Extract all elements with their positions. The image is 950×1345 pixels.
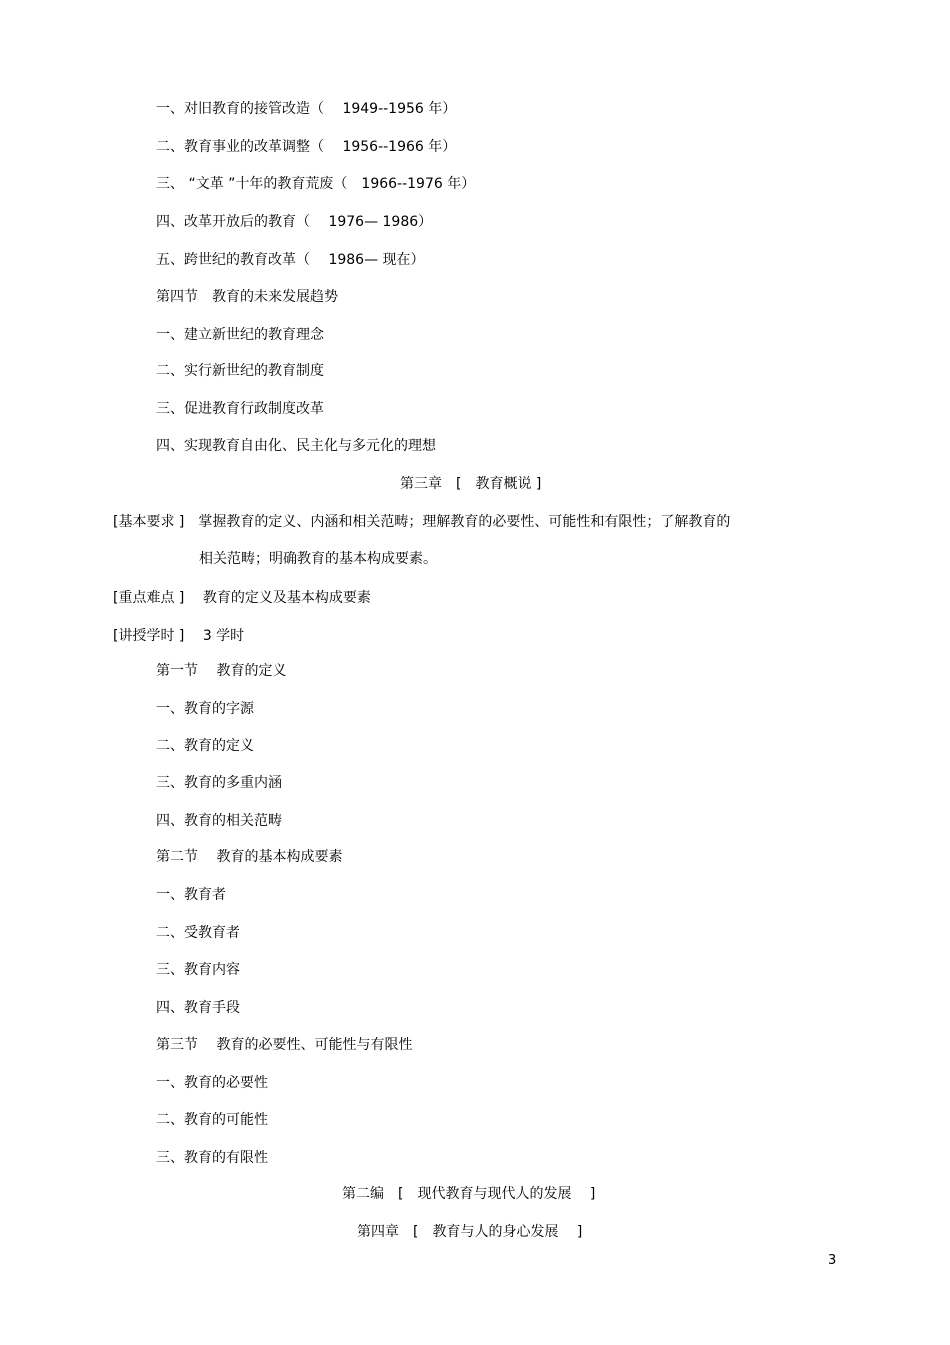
section-item-line: 一、教育的必要性 xyxy=(156,1075,268,1091)
part-heading: 第二编 [ 现代教育与现代人的发展 ] xyxy=(342,1186,596,1202)
section-item-line: 一、建立新世纪的教育理念 xyxy=(156,327,324,343)
section-item-line: 二、教育事业的改革调整（ 1956--1966 年） xyxy=(156,139,457,155)
section-item-line: 二、教育的定义 xyxy=(156,738,254,754)
chapter-heading: 第四章 [ 教育与人的身心发展 ] xyxy=(357,1224,583,1240)
section-heading: 第三节 教育的必要性、可能性与有限性 xyxy=(156,1037,413,1053)
section-item-line: 二、教育的可能性 xyxy=(156,1112,268,1128)
section-item-line: 三、教育的多重内涵 xyxy=(156,775,282,791)
section-item-line: 一、教育者 xyxy=(156,887,226,903)
key-points-line: [重点难点 ] 教育的定义及基本构成要素 xyxy=(113,590,371,606)
section-item-line: 一、对旧教育的接管改造（ 1949--1956 年） xyxy=(156,101,457,117)
section-item-line: 三、 “文革 ”十年的教育荒废（ 1966--1976 年） xyxy=(156,176,476,192)
section-item-line: 三、教育的有限性 xyxy=(156,1150,268,1166)
page-number: 3 xyxy=(828,1253,837,1268)
section-item-line: 三、促进教育行政制度改革 xyxy=(156,401,324,417)
section-heading: 第四节 教育的未来发展趋势 xyxy=(156,289,338,305)
chapter-heading: 第三章 [ 教育概说 ] xyxy=(400,476,542,492)
section-item-line: 四、实现教育自由化、民主化与多元化的理想 xyxy=(156,438,436,454)
section-item-line: 二、实行新世纪的教育制度 xyxy=(156,363,324,379)
section-item-line: 一、教育的字源 xyxy=(156,701,254,717)
section-item-line: 四、教育的相关范畴 xyxy=(156,813,282,829)
section-heading: 第一节 教育的定义 xyxy=(156,663,287,679)
section-item-line: 五、跨世纪的教育改革（ 1986— 现在） xyxy=(156,252,425,268)
teaching-hours-line: [讲授学时 ] 3 学时 xyxy=(113,628,245,644)
section-item-line: 四、改革开放后的教育（ 1976— 1986） xyxy=(156,214,433,230)
section-heading: 第二节 教育的基本构成要素 xyxy=(156,849,343,865)
section-item-line: 四、教育手段 xyxy=(156,1000,240,1016)
basic-requirements-line: 相关范畴；明确教育的基本构成要素。 xyxy=(199,551,437,567)
basic-requirements-line: [基本要求 ] 掌握教育的定义、内涵和相关范畴；理解教育的必要性、可能性和有限性；了解教育的 xyxy=(113,514,731,530)
section-item-line: 三、教育内容 xyxy=(156,962,240,978)
section-item-line: 二、受教育者 xyxy=(156,925,240,941)
